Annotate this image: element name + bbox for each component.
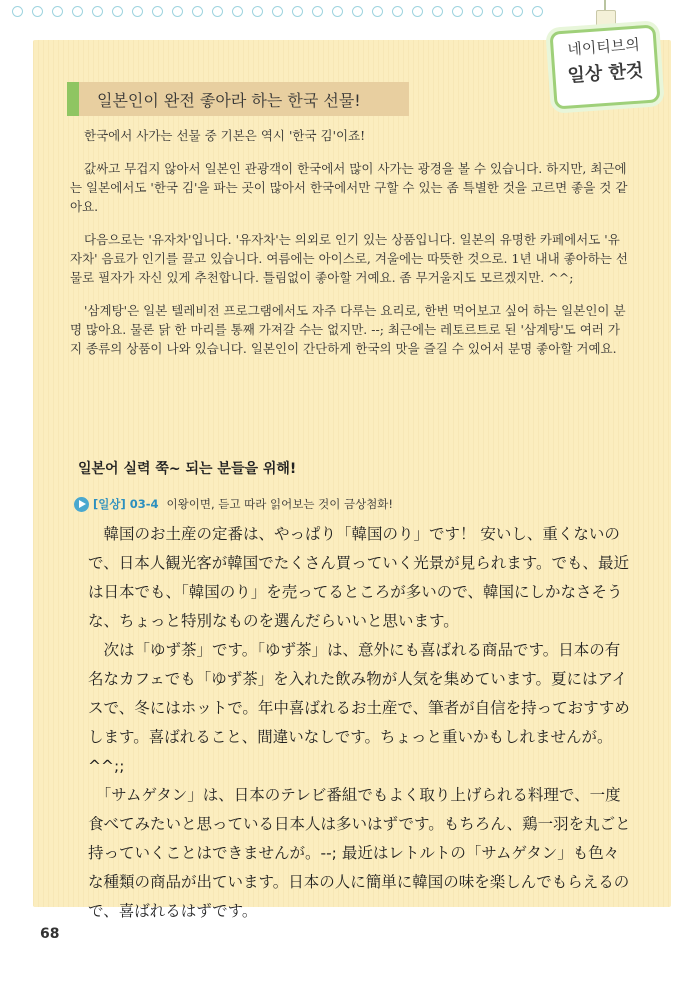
binding-ring-icon: [412, 6, 423, 17]
binding-ring-icon: [472, 6, 483, 17]
binding-ring-icon: [512, 6, 523, 17]
binding-ring-icon: [92, 6, 103, 17]
audio-track-label: [일상] 03-4: [93, 497, 159, 511]
binding-ring-icon: [192, 6, 203, 17]
binding-ring-icon: [272, 6, 283, 17]
audio-play-icon[interactable]: [74, 497, 89, 512]
page-number: 68: [40, 926, 60, 942]
tag-subtitle: 일상 한것: [566, 60, 644, 87]
binding-ring-icon: [232, 6, 243, 17]
japanese-paragraph: 「サムゲタン」は、日本のテレビ番組でもよく取り上げられる料理で、一度食べてみたいと思っている日本人は多いはずです。もちろん、鶏一羽を丸ごと持っていくことはできませんが。--; 最近はレトルトの「サムゲタン」も色々な種類の商品が出ています。日本の人に簡単に韓国の味を楽しんでもらえるので、喜ばれるはずです。: [88, 786, 631, 920]
audio-instruction: 이왕이면, 듣고 따라 읽어보는 것이 금상첨화!: [166, 497, 394, 511]
korean-paragraph: 한국에서 사가는 선물 중 기본은 역시 '한국 김'이죠!: [84, 128, 366, 143]
binding-ring-icon: [532, 6, 543, 17]
binding-ring-icon: [492, 6, 503, 17]
binding-ring-icon: [52, 6, 63, 17]
tag-card: [549, 24, 660, 109]
binding-ring-icon: [252, 6, 263, 17]
binding-ring-icon: [392, 6, 403, 17]
korean-paragraph: '삼계탕'은 일본 텔레비전 프로그램에서도 자주 다루는 요리로, 한번 먹어보고 싶어 하는 일본인이 분명 많아요. 물론 닭 한 마리를 통째 가져갈 수는 없지만. --; 최근에는 레토르트로 된 '삼계탕'도 여러 가지 종류의 상품이 나와 있습니다. 일본인이 간단하게 한국의 맛을 즐길 수 있어서 분명 좋아할 거예요.: [70, 303, 626, 356]
binding-ring-icon: [32, 6, 43, 17]
banner-title: 일본인이 완전 좋아라 하는 한국 선물!: [97, 91, 361, 110]
japanese-paragraph: 韓国のお土産の定番は、やっぱり「韓国のり」です！ 安いし、重くないので、日本人観光客が韓国でたくさん買っていく光景が見られます。でも、最近は日本でも、「韓国のり」を売ってるところが多いので、韓国にしかなさそうな、ちょっと特別なものを選んだらいいと思います。: [88, 525, 629, 630]
binding-ring-icon: [72, 6, 83, 17]
binding-ring-icon: [332, 6, 343, 17]
binding-ring-icon: [152, 6, 163, 17]
binding-ring-icon: [12, 6, 23, 17]
binding-ring-icon: [292, 6, 303, 17]
binding-ring-icon: [172, 6, 183, 17]
hanging-tag: [548, 0, 668, 110]
binding-ring-icon: [372, 6, 383, 17]
binding-ring-icon: [132, 6, 143, 17]
tag-title: 네이티브의: [566, 35, 641, 59]
binding-ring-icon: [432, 6, 443, 17]
korean-paragraph: 다음으로는 '유자차'입니다. '유자차'는 의외로 인기 있는 상품입니다. 일본의 유명한 카페에서도 '유자차' 음료가 인기를 끌고 있습니다. 여름에는 아이스로, 겨울에는 따뜻한 것으로. 1년 내내 좋아하는 선물로 필자가 자신 있게 추천합니다. 틀림없이 좋아할 거예요. 좀 무거울지도 모르겠지만. ^^;: [70, 232, 628, 285]
topic-banner: [67, 82, 409, 116]
korean-paragraph: 값싸고 무겁지 않아서 일본인 관광객이 한국에서 많이 사가는 광경을 볼 수 있습니다. 하지만, 최근에는 일본에서도 '한국 김'을 파는 곳이 많아서 한국에서만 구할 수 있는 좀 특별한 것을 고르면 좋을 것 같아요.: [70, 161, 628, 214]
binding-ring-icon: [352, 6, 363, 17]
binding-ring-icon: [312, 6, 323, 17]
korean-text-block: [70, 126, 630, 358]
binding-ring-icon: [452, 6, 463, 17]
japanese-paragraph: 次は「ゆず茶」です。「ゆず茶」は、意外にも喜ばれる商品です。日本の有名なカフェでも「ゆず茶」を入れた飲み物が人気を集めています。夏にはアイスで、冬にはホットで。年中喜ばれるお土産で、筆者が自信を持っておすすめします。喜ばれること、間違いなしです。ちょっと重いかもしれませんが。^^;;: [88, 641, 630, 775]
audio-row[interactable]: [74, 494, 393, 514]
japanese-text-block: [88, 520, 633, 926]
binding-ring-icon: [212, 6, 223, 17]
section-heading: 일본어 실력 쭉~ 되는 분들을 위해!: [78, 461, 297, 477]
binding-ring-icon: [112, 6, 123, 17]
